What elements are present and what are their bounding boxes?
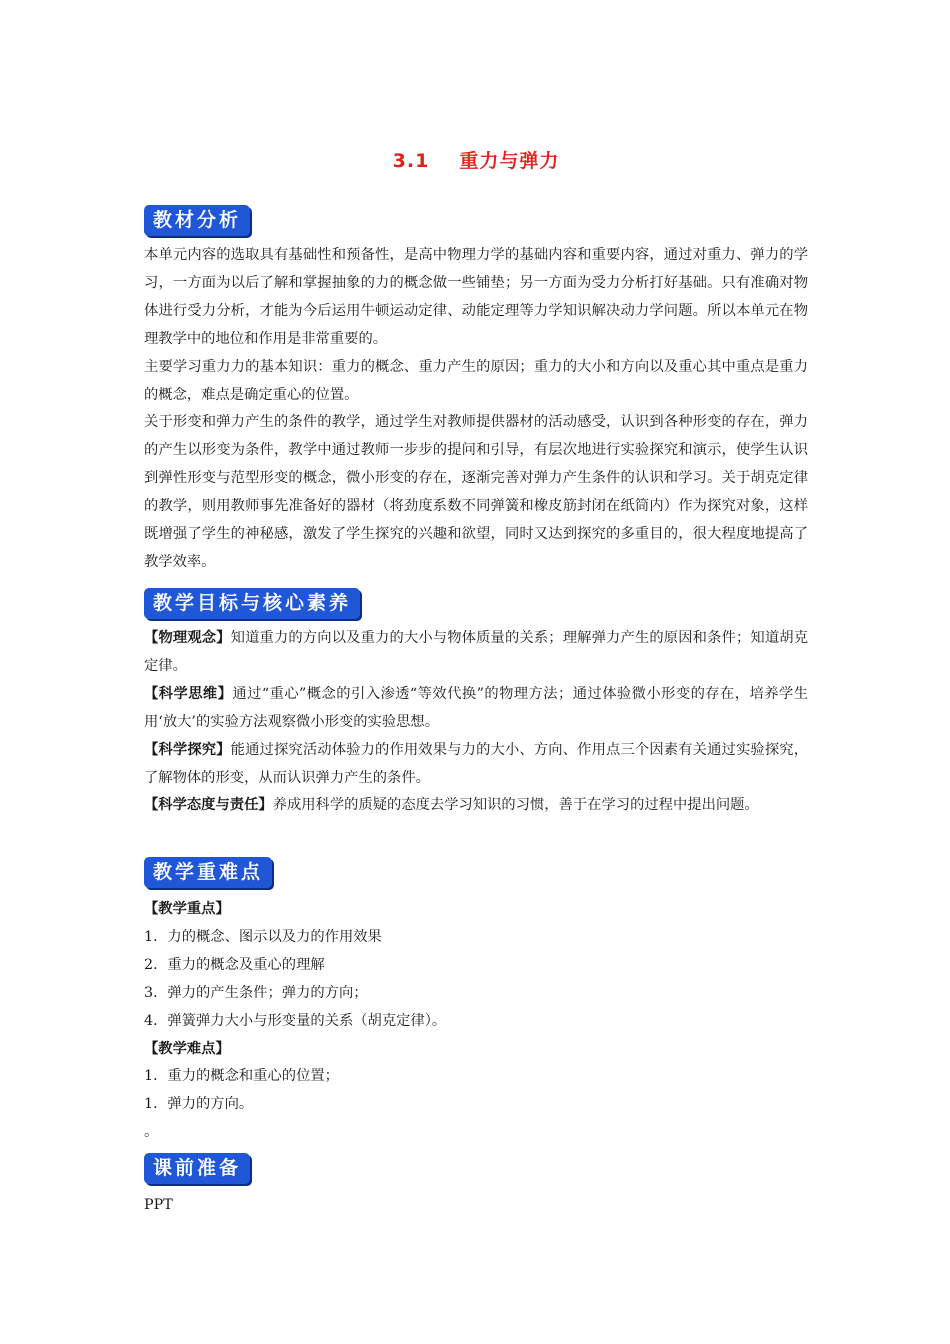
focus-title: 【教学重点】 [144, 901, 230, 917]
analysis-paragraph: 主要学习重力力的基本知识：重力的概念、重力产生的原因；重力的大小和方向以及重心其中重点是重力的概念，难点是确定重心的位置。 [144, 358, 808, 403]
analysis-paragraph: 本单元内容的选取具有基础性和预备性，是高中物理力学的基础内容和重要内容，通过对重力、弹力的学习，一方面为以后了解和掌握抽象的力的概念做一些铺垫；另一方面为受力分析打好基础。只有准确对物体进行受力分析，才能为今后运用牛顿运动定律、动能定理等力学知识解决动力学问题。所以本单元在物理教学中的地位和作用是非常重要的。 [144, 247, 808, 347]
focus-item: 1．力的概念、图示以及力的作用效果 [144, 928, 382, 945]
trailing-mark: 。 [144, 1124, 159, 1141]
goal-item [144, 737, 808, 793]
title-text: 重力与弹力 [459, 150, 560, 172]
goal-label: 【科学探究】 [144, 741, 231, 758]
difficulty-item: 1．弹力的方向。 [144, 1096, 254, 1113]
analysis-body [144, 242, 808, 577]
focus-item: 3．弹力的产生条件；弹力的方向； [144, 984, 368, 1001]
section-heading-preparation: 课前准备 [144, 1153, 250, 1184]
key-points-body [144, 896, 808, 1147]
document-title [144, 146, 808, 173]
goal-text: 能通过探究活动体验力的作用效果与力的大小、方向、作用点三个因素有关通过实验探究，了解物体的形变，从而认识弹力产生的条件。 [144, 741, 809, 786]
section-heading-goals: 教学目标与核心素养 [144, 588, 360, 619]
difficulty-title: 【教学难点】 [144, 1040, 230, 1057]
goal-item [144, 792, 808, 820]
preparation-body [144, 1192, 808, 1220]
goal-text: 知道重力的方向以及重力的大小与物体质量的关系；理解弹力产生的原因和条件；知道胡克定律。 [144, 630, 809, 674]
goal-text: 养成用科学的质疑的态度去学习知识的习惯，善于在学习的过程中提出问题。 [272, 797, 759, 814]
focus-item: 2．重力的概念及重心的理解 [144, 956, 325, 973]
goal-text: 通过“重心”概念的引入渗透“等效代换”的物理方法；通过体验微小形变的存在，培养学生用‘放大’的实验方法观察微小形变的实验思想。 [144, 685, 808, 730]
goal-label: 【物理观念】 [144, 630, 231, 646]
goal-item [144, 625, 808, 681]
section-heading-analysis: 教材分析 [144, 205, 250, 236]
title-number: 3.1 [392, 150, 430, 172]
goals-body [144, 625, 808, 820]
focus-item: 4．弹簧弹力大小与形变量的关系（胡克定律）。 [144, 1012, 447, 1029]
section-heading-key-points: 教学重难点 [144, 857, 272, 888]
goal-label: 【科学思维】 [144, 685, 233, 702]
analysis-paragraph: 关于形变和弹力产生的条件的教学，通过学生对教师提供器材的活动感受，认识到各种形变的存在，弹力的产生以形变为条件，教学中通过教师一步步的提问和引导，有层次地进行实验探究和演示，使学生认识到弹性形变与范型形变的概念，微小形变的存在，逐渐完善对弹力产生条件的认识和学习。关于胡克定律的教学，则用教师事先准备好的器材（将劲度系数不同弹簧和橡皮筋封闭在纸筒内）作为探究对象，这样既增强了学生的神秘感，激发了学生探究的兴趣和欲望，同时又达到探究的多重目的，很大程度地提高了教学效率。 [144, 414, 808, 570]
goal-label: 【科学态度与责任】 [144, 797, 273, 814]
difficulty-item: 1．重力的概念和重心的位置； [144, 1068, 339, 1085]
goal-item [144, 681, 808, 737]
preparation-content: PPT [144, 1197, 173, 1213]
